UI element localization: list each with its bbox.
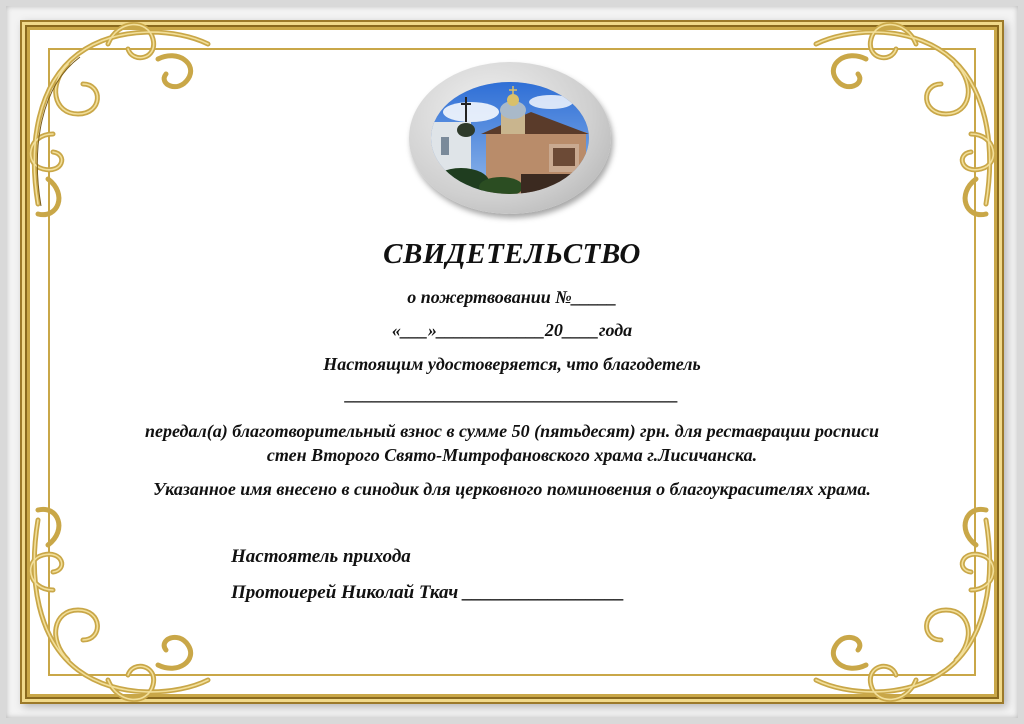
benefactor-name-blank: _____________________________________	[345, 384, 679, 404]
gold-scroll-icon	[796, 4, 1016, 234]
corner-ornament-bottom-left	[8, 490, 228, 720]
signatory-name: Протоиерей Николай Ткач _________________	[231, 582, 625, 603]
certificate-title: СВИДЕТЕЛЬСТВО	[383, 238, 641, 270]
corner-ornament-top-left	[8, 4, 228, 234]
church-medallion	[409, 62, 611, 214]
donation-text	[0, 419, 1024, 467]
corner-ornament-bottom-right	[796, 490, 1016, 720]
donation-text-line-1: передал(а) благотворительный взнос в сумме 50 (пятьдесят) грн. для реставрации росписи	[145, 421, 879, 441]
church-photo	[431, 82, 589, 194]
church-icon	[431, 82, 589, 194]
gold-scroll-icon	[8, 4, 228, 234]
gold-scroll-icon	[8, 490, 228, 720]
gold-scroll-icon	[796, 490, 1016, 720]
corner-ornament-top-right	[796, 4, 1016, 234]
donation-number-line: о пожертвовании №_____	[407, 287, 617, 307]
certify-line: Настоящим удостоверяется, что благодетель	[323, 354, 701, 374]
date-line: «___»____________20____года	[391, 320, 633, 340]
synodic-note: Указанное имя внесено в синодик для церковного поминовения о благоукрасителях храма.	[153, 479, 871, 499]
signatory-role: Настоятель прихода	[231, 546, 411, 567]
donation-text-line-2: стен Второго Свято-Митрофановского храма г.Лисичанска.	[266, 445, 758, 465]
